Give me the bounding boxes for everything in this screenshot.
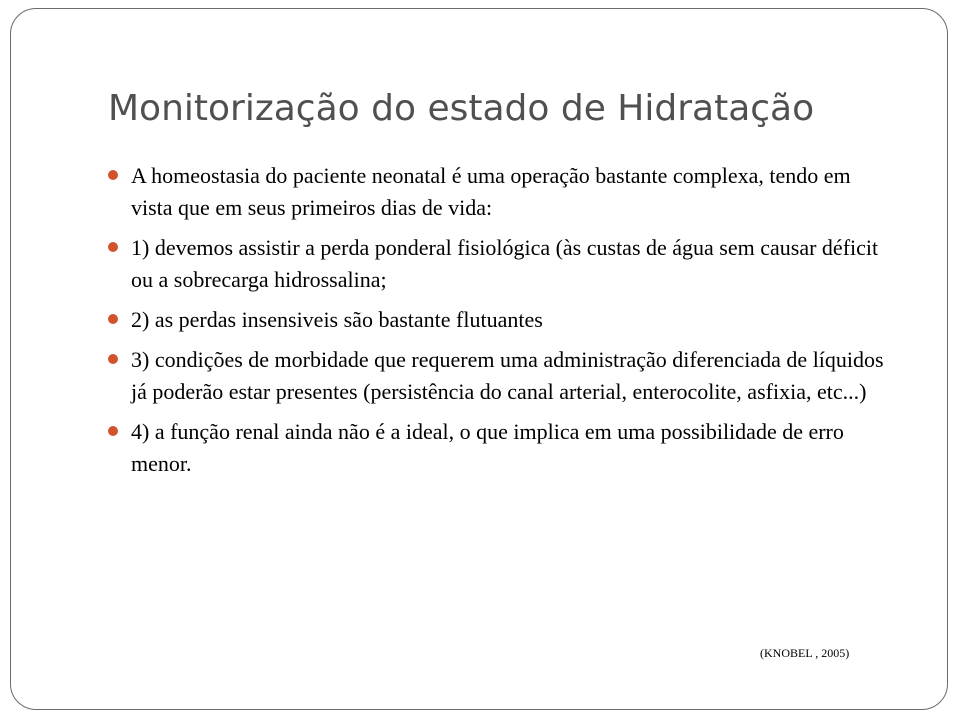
bullet-dot-icon	[108, 170, 118, 180]
bullet-text: 1) devemos assistir a perda ponderal fisiológica (às custas de água sem causar déficit ou a sobrecarga hidrossalina;	[131, 235, 879, 292]
citation: (KNOBEL , 2005)	[760, 646, 850, 660]
bullet-dot-icon	[108, 242, 118, 252]
bullet-dot-icon	[108, 426, 118, 436]
bullet-item	[108, 304, 888, 336]
bullet-item	[108, 232, 888, 296]
bullet-text: 4) a função renal ainda não é a ideal, o que implica em uma possibilidade de erro menor.	[131, 419, 844, 476]
bullet-item	[108, 416, 888, 480]
bullet-dot-icon	[108, 354, 118, 364]
slide-title: Monitorização do estado de Hidratação	[108, 88, 815, 129]
bullet-text: 3) condições de morbidade que requerem uma administração diferenciada de líquidos já poderão estar presentes (persistência do canal arterial, enterocolite, asfixia, etc...)	[131, 347, 884, 404]
bullet-item	[108, 344, 888, 408]
bullet-item	[108, 160, 888, 224]
bullet-text: 2) as perdas insensiveis são bastante flutuantes	[131, 307, 543, 332]
bullet-list	[108, 160, 888, 488]
bullet-dot-icon	[108, 314, 118, 324]
bullet-text: A homeostasia do paciente neonatal é uma operação bastante complexa, tendo em vista que em seus primeiros dias de vida:	[131, 163, 851, 220]
